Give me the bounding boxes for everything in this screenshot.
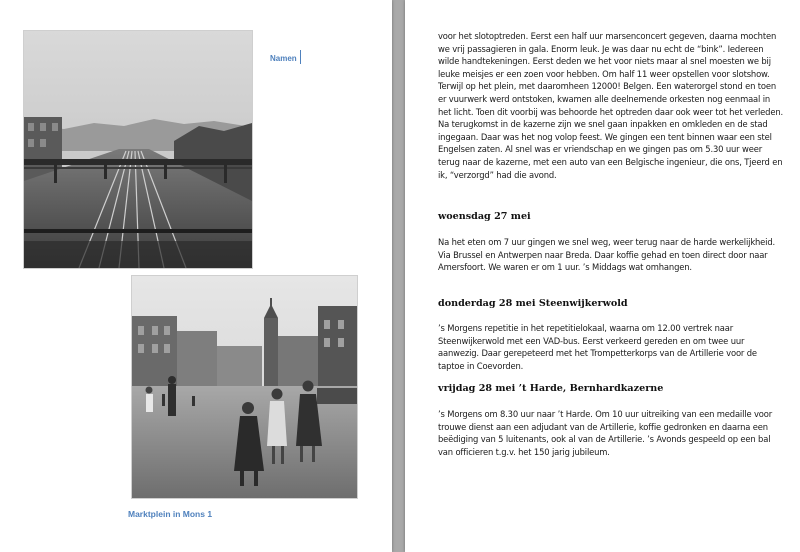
paragraph-woensdag: Na het eten om 7 uur gingen we snel weg, weer terug naar de harde werkelijkheid. Via Brussel en Antwerpen naar Breda. Daar koffie gehad en toen direct door naar Amersfoort. We waren er om 1 uur. ’s Middags wat omhangen. xyxy=(438,237,776,273)
heading-vrijdag-28-mei: vrijdag 28 mei ’t Harde, Bernhardkazerne xyxy=(438,383,664,394)
market-square-photo xyxy=(131,275,358,499)
paragraph-slotoptreden: voor het slotoptreden. Eerst een half uur marsenconcert gegeven, daarna mochten we vrij passagieren in gala. Enorm leuk. Je was daar nu echt de “bink”. Iedereen wilde handtekeningen. Eerst deden we het voor niets maar al snel moesten we bij leuke meisjes er een zoen voor hebben. Om half 11 weer opstellen voor slotshow. Terwijl op het plein, met daaromheen 12000! Belgen. Een waterorgel stond en toen er vuurwerk werd ontstoken, kwamen alle deelnemende orkesten nog eenmaal in het licht. Toen dit voorbij was behoorde het optreden daar ook weer tot het verleden. Na terugkomst in de kazerne zijn we snel gaan inpakken en omkleden en de stad ingegaan. Daar was het nog volop feest. We gingen een tent binnen waar een stel Engelsen zaten. Al snel was er vriendschap en we gingen pas om 5.30 uur weer terug naar de kazerne, met een auto van een Belgische ingenieur, die ons, Tjeerd en ik, “verzorgd” had die avond. xyxy=(438,31,784,180)
text-cursor xyxy=(300,50,301,64)
railway-photo xyxy=(23,30,253,269)
railway-photo-image xyxy=(24,31,252,268)
paragraph-vrijdag: ’s Morgens om 8.30 uur naar ’t Harde. Om 10 uur uitreiking van een medaille voor trouwe dienst aan een adjudant van de Artillerie, koffie gedronken en daarna een beëdiging van 5 luitenants, ook al van de Artillerie. ’s Avonds gespeeld op een bal van officieren t.g.v. het 150 jarig jubileum. xyxy=(438,409,773,457)
market-square-photo-image xyxy=(132,276,357,498)
heading-woensdag-27-mei: woensdag 27 mei xyxy=(438,211,531,222)
market-square-caption: Marktplein in Mons 1 xyxy=(128,509,213,519)
heading-donderdag-28-mei: donderdag 28 mei Steenwijkerwold xyxy=(438,298,628,309)
paragraph-donderdag: ’s Morgens repetitie in het repetitielokaal, waarna om 12.00 vertrek naar Steenwijkerwold met een VAD-bus. Eerst verkeerd gereden en om twee uur aanwezig. Daar gerepeteerd met het Trompetterkorps van de Artillerie voor de taptoe in Coevorden. xyxy=(438,323,757,371)
namen-label: Namen xyxy=(270,54,297,63)
